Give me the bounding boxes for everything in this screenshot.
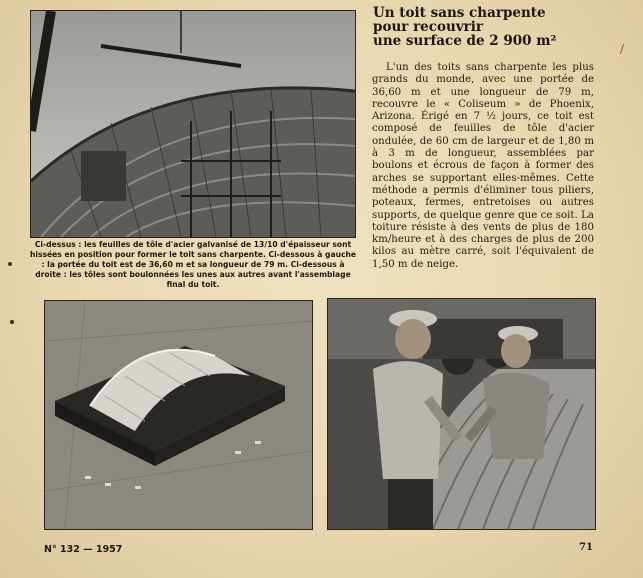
margin-dot <box>8 262 12 266</box>
headline-line-2: pour recouvrir <box>373 19 484 35</box>
photo-workers-bolting <box>327 298 596 530</box>
photo-roof-construction <box>30 10 356 238</box>
article-body: L'un des toits sans charpente les plus grands du monde, avec une portée de 36,60 m et une longueur de 79 m, recouvre le « Coliseum » de Phoenix, Arizona. Érigé en 7 ½ jours, ce toit est composé de feuilles de tôle d'acier ondulée, de 60 cm de largeur et de 1,80 m à 3 m de longueur, assemblées par boulons et écrous de façon à former des arches se supportant elles-mêmes. Cette méthode a permis d'éliminer tous piliers, poteaux, fermes, entretoises ou autres supports, de quelque genre que ce soit. La toiture résiste à des vents de plus de 180 km/heure et à des charges de plus de 200 kilos au mètre carré, soit l'équivalent de 1,50 m de neige. <box>372 62 594 270</box>
article-headline <box>373 6 613 48</box>
margin-pen-mark: / <box>620 42 625 56</box>
headline-line-1: Un toit sans charpente <box>373 5 546 21</box>
photo-aerial-view <box>44 300 313 530</box>
margin-dot <box>10 320 14 324</box>
page-number: 71 <box>579 542 593 553</box>
photo-caption: Ci-dessus : les feuilles de tôle d'acier galvanisé de 13/10 d'épaisseur sont hissées en position pour former le toit sans charpente. Ci-dessous à gauche : la portée du toit est de 36,60 m et sa longueur de 79 m. Ci-dessous à droite : les tôles sont boulonnées les unes aux autres avant l'assemblage final du toit. <box>29 240 357 289</box>
issue-number: N° 132 — 1957 <box>44 544 123 555</box>
headline-line-3: une surface de 2 900 m² <box>373 33 557 49</box>
